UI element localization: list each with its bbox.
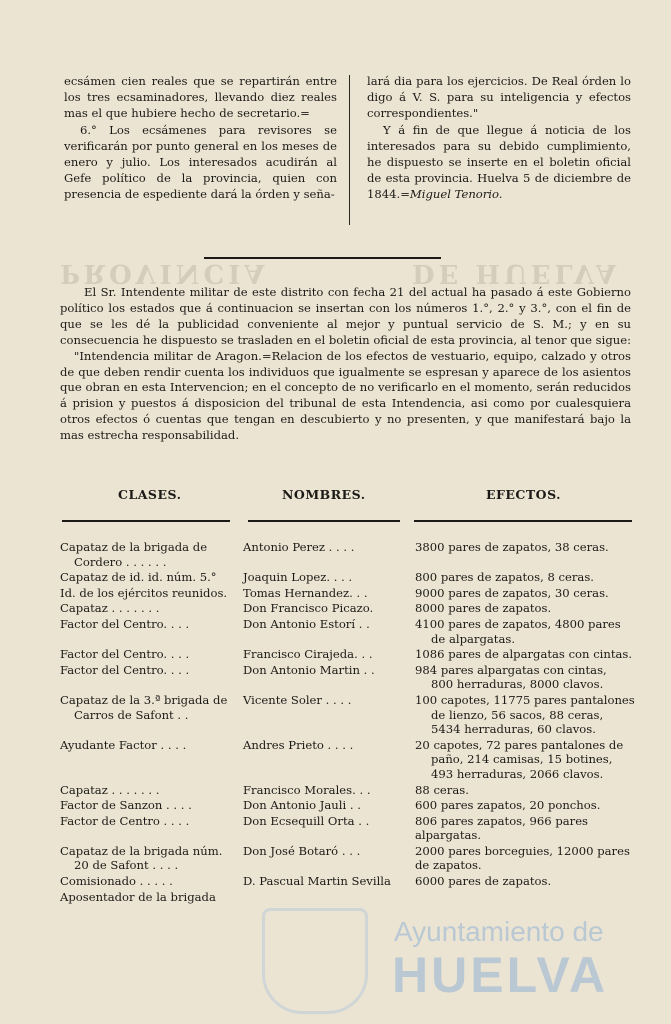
cell-clase [60, 798, 243, 813]
cell-nombre [243, 890, 415, 905]
table-row [60, 738, 635, 782]
cell-clase [60, 814, 243, 843]
cell-clase-text: Capataz de la brigada de [60, 540, 208, 554]
cell-efecto [415, 844, 635, 873]
bleed-through-heading-left: PROVINCIA [60, 258, 269, 288]
cell-clase-text: Capataz . . . . . . . [60, 601, 160, 616]
cell-efecto [415, 601, 635, 616]
header-rule-clases [62, 520, 230, 522]
cell-efecto [415, 783, 635, 798]
cell-clase [60, 601, 243, 616]
cell-clase-text: Factor del Centro. . . . [60, 616, 190, 631]
cell-efecto-text: 88 ceras. [415, 782, 469, 797]
cell-nombre-text: Don Francisco Picazo. [243, 601, 374, 616]
cell-clase [60, 783, 243, 798]
cell-nombre [243, 814, 415, 843]
cell-clase-text: Factor del Centro. . . . [60, 662, 190, 677]
cell-efecto [415, 693, 635, 737]
table-row [60, 601, 635, 616]
cell-nombre [243, 874, 415, 889]
cell-nombre [243, 783, 415, 798]
cell-clase [60, 738, 243, 782]
cell-nombre-text: Vicente Soler . . . . [243, 692, 352, 707]
cell-nombre [243, 738, 415, 782]
right-paragraph-2 [367, 122, 631, 203]
cell-efecto [415, 586, 635, 601]
watermark [262, 908, 662, 1008]
header-efectos: EFECTOS. [486, 487, 562, 502]
cell-efecto-text: 3800 pares de zapatos, 38 ceras. [415, 540, 609, 554]
table-row [60, 844, 635, 873]
cell-efecto [415, 874, 635, 889]
column-divider [349, 75, 350, 225]
cell-clase [60, 844, 243, 873]
bleed-through-heading-right: DE HUELVA [412, 258, 620, 288]
cell-nombre-text: Don José Botaró . . . [243, 843, 361, 858]
table-row [60, 783, 635, 798]
cell-clase [60, 617, 243, 646]
cell-nombre-text: Andres Prieto . . . . [243, 737, 354, 752]
left-paragraph-1: ecsámen cien reales que se repartirán entre los tres ecsaminadores, llevando diez reales mas el que hubiere hecho de secretario.= [64, 74, 337, 121]
cell-efecto-text: 4100 pares de zapatos, 4800 pares [415, 616, 621, 631]
cell-nombre-text: D. Pascual Martin Sevilla [243, 874, 391, 889]
cell-clase [60, 874, 243, 889]
cell-nombre [243, 844, 415, 873]
cell-nombre [243, 540, 415, 569]
cell-nombre [243, 617, 415, 646]
cell-nombre [243, 570, 415, 585]
cell-clase-continuation: Cordero . . . . . . [74, 554, 167, 569]
cell-nombre [243, 798, 415, 813]
cell-clase [60, 540, 243, 569]
table-row [60, 693, 635, 737]
cell-clase-text: Capataz de la brigada núm. [60, 843, 223, 858]
cell-efecto-text: 6000 pares de zapatos. [415, 874, 552, 889]
cell-nombre-text: Don Antonio Jauli . . [243, 798, 361, 813]
cell-efecto-text: 984 pares alpargatas con cintas, [415, 662, 607, 677]
cell-nombre-text: Joaquin Lopez. . . . [243, 570, 353, 585]
cell-nombre-text: Don Antonio Estorí . . [243, 616, 370, 631]
cell-nombre-text: Don Ecsequill Orta . . [243, 813, 370, 828]
table-row [60, 570, 635, 585]
table-row [60, 647, 635, 662]
cell-clase-continuation: 20 de Safont . . . . [74, 858, 179, 873]
cell-clase-text: Id. de los ejércitos reunidos. [60, 585, 228, 600]
cell-clase-text: Capataz . . . . . . . [60, 782, 160, 797]
cell-clase-text: Factor del Centro. . . . [60, 647, 190, 662]
notice-intro: El Sr. Intendente militar de este distrito con fecha 21 del actual ha pasado á este Gobierno político los estados que á continuacion se insertan con los números 1.°, 2.° y 3.°, con el fin de que se les dé la publicidad conveniente al mejor y puntual servicio de S. M.; y en su consecuencia he dispuesto se trasladen en el boletin oficial de esta provincia, al tenor que sigue: [60, 285, 631, 347]
cell-nombre [243, 601, 415, 616]
left-column [64, 73, 337, 203]
cell-nombre [243, 647, 415, 662]
cell-clase-text: Comisionado . . . . . [60, 874, 173, 889]
cell-efecto-continuation: de lienzo, 56 sacos, 88 ceras, 5434 herraduras, 60 clavos. [431, 707, 604, 737]
cell-efecto [415, 798, 635, 813]
cell-efecto [415, 738, 635, 782]
cell-efecto-text: 806 pares zapatos, 966 pares alpargatas. [415, 813, 589, 843]
cell-efecto-text: 9000 pares de zapatos, 30 ceras. [415, 585, 609, 600]
cell-efecto [415, 647, 635, 662]
cell-clase [60, 586, 243, 601]
watermark-name: HUELVA [392, 947, 609, 1003]
cell-clase-continuation: Carros de Safont . . [74, 707, 189, 722]
cell-clase [60, 693, 243, 737]
cell-clase [60, 647, 243, 662]
bleed-through-heading [60, 258, 620, 288]
cell-clase-text: Factor de Centro . . . . [60, 813, 190, 828]
cell-clase-text: Ayudante Factor . . . . [60, 737, 187, 752]
table-row [60, 814, 635, 843]
header-rule-nombres [248, 520, 400, 522]
header-clases: CLASES. [118, 487, 182, 502]
cell-nombre-text: Francisco Cirajeda. . . [243, 647, 373, 662]
header-nombres: NOMBRES. [282, 487, 366, 502]
cell-nombre [243, 586, 415, 601]
cell-efecto-text: 100 capotes, 11775 pares pantalones [415, 692, 635, 707]
cell-efecto-text: 1086 pares de alpargatas con cintas. [415, 647, 633, 662]
cell-efecto-continuation: 800 herraduras, 8000 clavos. [431, 677, 604, 692]
notice-quote: "Intendencia militar de Aragon.=Relacion de los efectos de vestuario, equipo, calzado y otros de que deben rendir cuenta los individuos que igualmente se espresan y aparece de los asientos que obran en esta Intervencion; en el concepto de no verificarlo en el momento, serán reducidos á prision y puestos á disposicion del tribunal de esta Intendencia, asi como por cualesquiera otros efectos ó cuentas que tengan en descubierto y no presenten, y que manifestará bajo la mas estrecha responsabilidad. [60, 348, 631, 443]
cell-nombre [243, 693, 415, 737]
cell-efecto [415, 814, 635, 843]
cell-clase [60, 890, 243, 905]
left-paragraph-2: 6.° Los ecsámenes para revisores se verificarán por punto general en los meses de enero y julio. Los interesados acudirán al Gefe político de la provincia, quien con presencia de espediente dará la órden y seña- [64, 122, 337, 202]
cell-nombre-text: Tomas Hernandez. . . [243, 585, 368, 600]
cell-efecto [415, 540, 635, 569]
notice-body [60, 285, 631, 444]
cell-clase [60, 570, 243, 585]
right-column [367, 73, 631, 203]
efectos-table [60, 540, 635, 905]
table-row [60, 540, 635, 569]
cell-nombre [243, 663, 415, 692]
cell-efecto [415, 663, 635, 692]
cell-efecto [415, 617, 635, 646]
cell-nombre-text: Don Antonio Martin . . [243, 662, 375, 677]
table-row [60, 890, 635, 905]
table-row [60, 617, 635, 646]
signature-name: Miguel Tenorio. [409, 187, 503, 202]
cell-efecto [415, 890, 635, 905]
cell-efecto-text: 2000 pares borceguies, 12000 pares de zapatos. [415, 843, 630, 873]
cell-efecto-text: 800 pares de zapatos, 8 ceras. [415, 570, 594, 585]
cell-efecto-continuation: de alpargatas. [431, 631, 516, 646]
table-row [60, 874, 635, 889]
cell-clase-text: Capataz de la 3.ª brigada de [60, 692, 228, 707]
right-paragraph-1: lará dia para los ejercicios. De Real órden lo digo á V. S. para su inteligencia y efectos correspondientes." [367, 74, 631, 121]
cell-clase-text: Capataz de id. id. núm. 5.° [60, 570, 217, 585]
coat-of-arms-icon [262, 908, 368, 1014]
right-paragraph-2-text: Y á fin de que llegue á noticia de los interesados para su debido cumplimiento, he dispuesto se inserte en el boletin oficial de esta provincia. Huelva 5 de diciembre de 1844.= [367, 122, 631, 202]
cell-clase [60, 663, 243, 692]
cell-nombre-text: Francisco Morales. . . [243, 782, 371, 797]
table-row [60, 586, 635, 601]
table-row [60, 798, 635, 813]
cell-efecto [415, 570, 635, 585]
cell-clase-text: Aposentador de la brigada [60, 889, 216, 904]
watermark-title: Ayuntamiento de [394, 916, 604, 947]
cell-efecto-text: 20 capotes, 72 pares pantalones de [415, 737, 624, 752]
cell-clase-text: Factor de Sanzon . . . . [60, 798, 192, 813]
cell-efecto-text: 600 pares zapatos, 20 ponchos. [415, 798, 601, 813]
cell-nombre-text: Antonio Perez . . . . [243, 540, 355, 554]
cell-efecto-continuation: paño, 214 camisas, 15 botines, 493 herraduras, 2066 clavos. [431, 752, 613, 781]
cell-efecto-text: 8000 pares de zapatos. [415, 601, 552, 616]
table-row [60, 663, 635, 692]
header-rule-efectos [414, 520, 632, 522]
